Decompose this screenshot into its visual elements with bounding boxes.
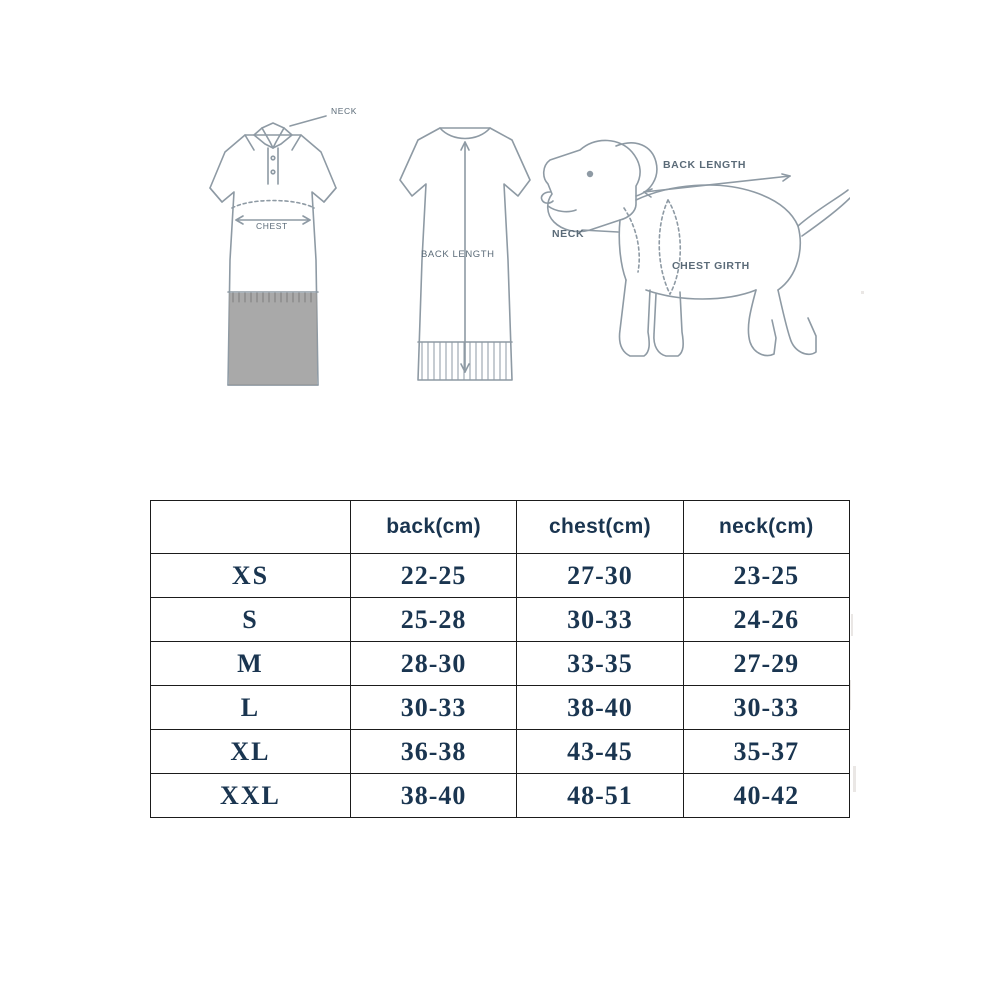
- cell-neck: 23-25: [683, 554, 849, 598]
- table-body: [151, 554, 850, 818]
- cell-chest: 33-35: [517, 642, 683, 686]
- back-length-label-back: BACK LENGTH: [421, 249, 495, 260]
- cell-neck: 24-26: [683, 598, 849, 642]
- cell-chest: 48-51: [517, 774, 683, 818]
- chest-label-front: CHEST: [256, 221, 288, 231]
- cell-chest: 38-40: [517, 686, 683, 730]
- column-header-back: back(cm): [350, 501, 516, 554]
- scan-speck: [861, 291, 864, 294]
- cell-neck: 30-33: [683, 686, 849, 730]
- cell-back: 28-30: [350, 642, 516, 686]
- garment-measurement-illustration: [150, 80, 850, 450]
- table-row: [151, 774, 850, 818]
- column-header-neck: neck(cm): [683, 501, 849, 554]
- scan-speck: [851, 614, 853, 636]
- table-header-row: [151, 501, 850, 554]
- cell-back: 36-38: [350, 730, 516, 774]
- cell-chest: 30-33: [517, 598, 683, 642]
- dog-figure: [541, 140, 850, 356]
- table-header: [151, 501, 850, 554]
- cell-neck: 40-42: [683, 774, 849, 818]
- cell-back: 22-25: [350, 554, 516, 598]
- cell-size: XXL: [151, 774, 351, 818]
- cell-size: L: [151, 686, 351, 730]
- table-row: [151, 598, 850, 642]
- cell-size: M: [151, 642, 351, 686]
- cell-back: 38-40: [350, 774, 516, 818]
- cell-size: XS: [151, 554, 351, 598]
- cell-chest: 27-30: [517, 554, 683, 598]
- neck-label-dog: NECK: [552, 228, 585, 240]
- cell-back: 30-33: [350, 686, 516, 730]
- cell-chest: 43-45: [517, 730, 683, 774]
- cell-size: S: [151, 598, 351, 642]
- cell-back: 25-28: [350, 598, 516, 642]
- back-length-label-dog: BACK LENGTH: [663, 159, 747, 171]
- column-header-chest: chest(cm): [517, 501, 683, 554]
- table-row: [151, 686, 850, 730]
- chest-girth-label-dog: CHEST GIRTH: [672, 260, 750, 272]
- table-row: [151, 730, 850, 774]
- cell-neck: 35-37: [683, 730, 849, 774]
- scan-speck: [853, 766, 856, 792]
- table-row: [151, 554, 850, 598]
- table-row: [151, 642, 850, 686]
- cell-size: XL: [151, 730, 351, 774]
- size-chart-table: [150, 500, 850, 818]
- neck-label-front: NECK: [331, 106, 358, 116]
- column-header-size: [151, 501, 351, 554]
- cell-neck: 27-29: [683, 642, 849, 686]
